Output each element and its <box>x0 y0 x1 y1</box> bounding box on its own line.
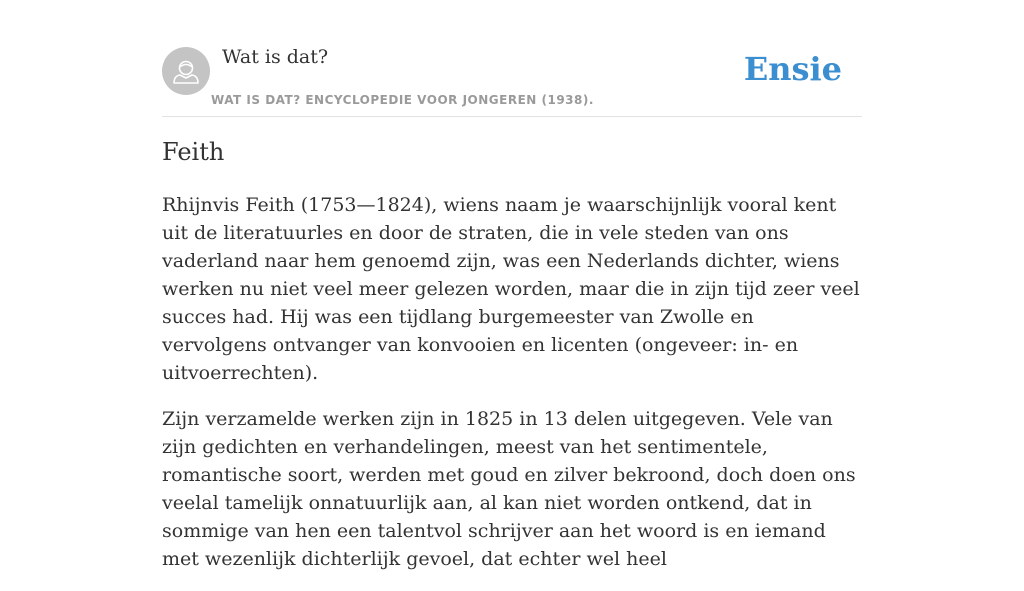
ensie-logo[interactable]: Ensie <box>743 50 842 88</box>
article-paragraph: Zijn verzamelde werken zijn in 1825 in 13 delen uitgegeven. Vele van zijn gedichten en verhandelingen, meest van het sentimentele, romantische soort, werden met goud en zilver bekroond, doch doen ons veelal tamelijk onnatuurlijk aan, al kan niet worden ontkend, dat in sommige van hen een talentvol schrijver aan het woord is en iemand met wezenlijk dichterlijk gevoel, dat echter wel heel <box>162 408 856 570</box>
source-subtitle: WAT IS DAT? ENCYCLOPEDIE VOOR JONGEREN (1938). <box>211 93 594 107</box>
article-title: Feith <box>162 138 225 166</box>
user-icon <box>162 47 210 95</box>
source-title[interactable]: Wat is dat? <box>222 46 329 68</box>
source-header <box>162 0 862 117</box>
article-body <box>162 191 862 591</box>
page-content <box>162 0 862 570</box>
avatar[interactable] <box>162 47 210 95</box>
article-paragraph: Rhijnvis Feith (1753—1824), wiens naam je waarschijnlijk vooral kent uit de literatuurles en door de straten, die in vele steden van ons vaderland naar hem genoemd zijn, was een Nederlands dichter, wiens werken nu niet veel meer gelezen worden, maar die in zijn tijd zeer veel succes had. Hij was een tijdlang burgemeester van Zwolle en vervolgens ontvanger van konvooien en licenten (ongeveer: in- en uitvoerrechten). <box>162 194 860 384</box>
